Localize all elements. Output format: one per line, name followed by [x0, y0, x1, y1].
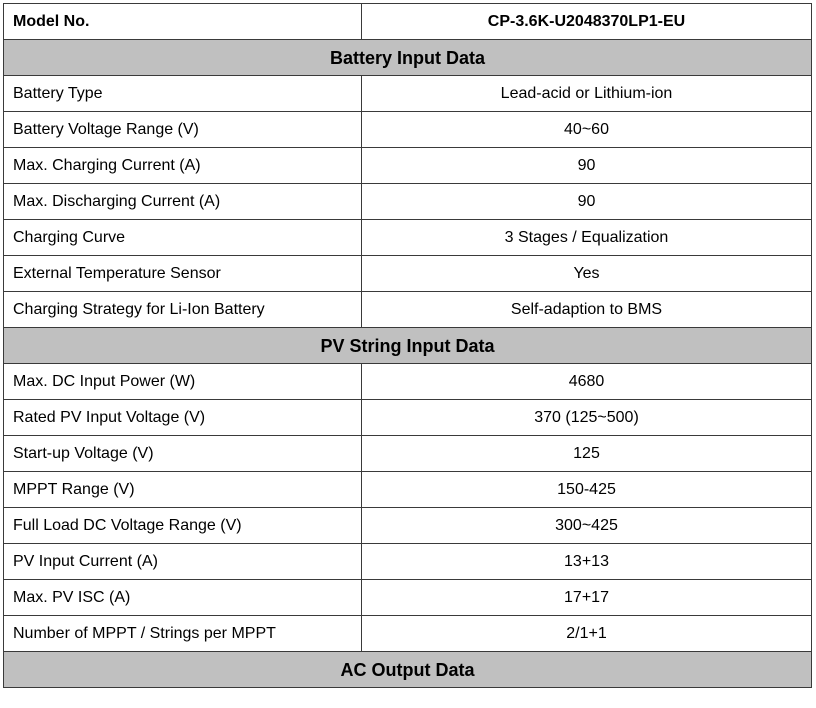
spec-value: 3 Stages / Equalization — [362, 220, 812, 256]
spec-label: MPPT Range (V) — [4, 472, 362, 508]
spec-row — [4, 220, 812, 256]
spec-label: Charging Curve — [4, 220, 362, 256]
spec-label: Start-up Voltage (V) — [4, 436, 362, 472]
spec-label: Number of MPPT / Strings per MPPT — [4, 616, 362, 652]
spec-value: 150-425 — [362, 472, 812, 508]
spec-label: Max. Charging Current (A) — [4, 148, 362, 184]
section-title: Battery Input Data — [4, 40, 812, 76]
spec-label: Max. PV ISC (A) — [4, 580, 362, 616]
model-value: CP-3.6K-U2048370LP1-EU — [362, 4, 812, 40]
spec-row — [4, 616, 812, 652]
spec-label: Max. Discharging Current (A) — [4, 184, 362, 220]
spec-value: Self-adaption to BMS — [362, 292, 812, 328]
spec-row — [4, 112, 812, 148]
spec-row — [4, 256, 812, 292]
section-header-row — [4, 40, 812, 76]
section-header-row — [4, 652, 812, 688]
spec-value: Yes — [362, 256, 812, 292]
spec-row — [4, 436, 812, 472]
spec-row — [4, 76, 812, 112]
spec-row — [4, 184, 812, 220]
spec-row — [4, 292, 812, 328]
spec-value: 370 (125~500) — [362, 400, 812, 436]
spec-value: 17+17 — [362, 580, 812, 616]
spec-row — [4, 364, 812, 400]
spec-value: 90 — [362, 184, 812, 220]
model-label: Model No. — [4, 4, 362, 40]
spec-row — [4, 472, 812, 508]
spec-value: 90 — [362, 148, 812, 184]
spec-label: Battery Type — [4, 76, 362, 112]
spec-row — [4, 580, 812, 616]
model-row — [4, 4, 812, 40]
spec-label: External Temperature Sensor — [4, 256, 362, 292]
spec-table-container — [3, 3, 811, 688]
spec-label: PV Input Current (A) — [4, 544, 362, 580]
spec-value: Lead-acid or Lithium-ion — [362, 76, 812, 112]
spec-value: 300~425 — [362, 508, 812, 544]
spec-row — [4, 544, 812, 580]
spec-table — [3, 3, 812, 688]
spec-label: Full Load DC Voltage Range (V) — [4, 508, 362, 544]
section-title: PV String Input Data — [4, 328, 812, 364]
spec-value: 4680 — [362, 364, 812, 400]
spec-row — [4, 400, 812, 436]
spec-label: Charging Strategy for Li-Ion Battery — [4, 292, 362, 328]
spec-value: 125 — [362, 436, 812, 472]
spec-label: Rated PV Input Voltage (V) — [4, 400, 362, 436]
spec-label: Max. DC Input Power (W) — [4, 364, 362, 400]
spec-label: Battery Voltage Range (V) — [4, 112, 362, 148]
spec-row — [4, 508, 812, 544]
spec-table-body — [4, 4, 812, 688]
spec-value: 13+13 — [362, 544, 812, 580]
section-title: AC Output Data — [4, 652, 812, 688]
spec-value: 40~60 — [362, 112, 812, 148]
section-header-row — [4, 328, 812, 364]
spec-row — [4, 148, 812, 184]
spec-value: 2/1+1 — [362, 616, 812, 652]
